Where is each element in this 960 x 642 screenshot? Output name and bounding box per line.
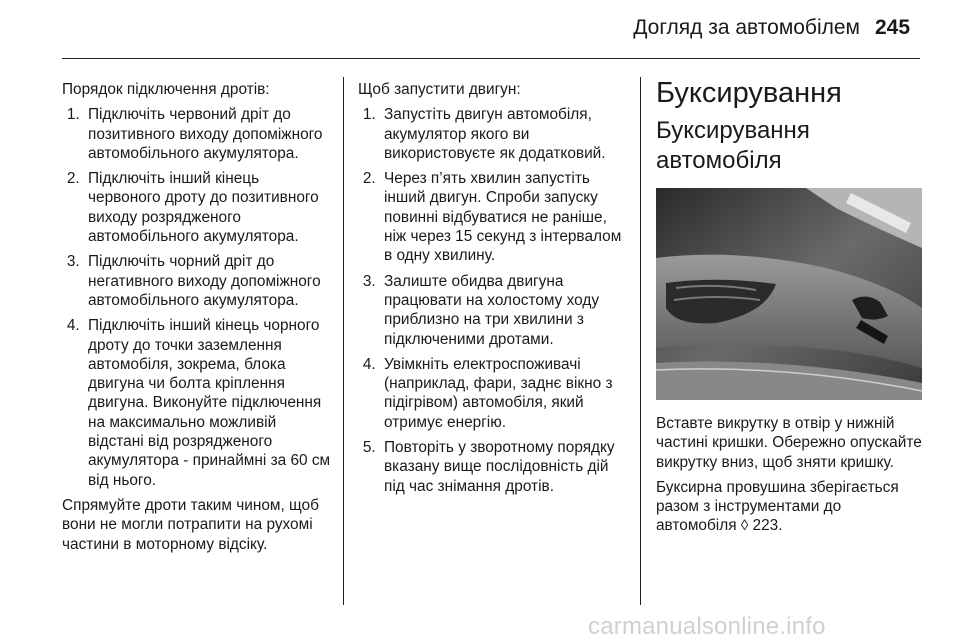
connection-step: 1. Підключіть червоний дріт до позитивного виходу допоміжного автомобільного акумулятора. <box>84 105 332 163</box>
column-3 <box>656 77 922 542</box>
start-intro: Щоб запустити двигун: <box>358 81 521 98</box>
connection-step: 2. Підключіть інший кінець червоного дроту до позитивного виходу розрядженого автомобільного акумулятора. <box>84 169 332 246</box>
car-bumper-illustration <box>656 188 922 400</box>
column-2 <box>358 80 630 502</box>
connection-steps <box>62 105 332 490</box>
start-step: 4. Увімкніть електроспоживачі (наприклад, фари, заднє вікно з підігрівом) автомобіля, який отримує енергію. <box>380 355 630 432</box>
column-divider-1 <box>343 77 344 605</box>
start-step: 1. Запустіть двигун автомобіля, акумулятор якого ви використовуєте як додатковий. <box>380 105 630 163</box>
arrow-reference-icon: ◊ <box>740 517 749 535</box>
column-divider-2 <box>640 77 641 605</box>
watermark: carmanualsonline.info <box>588 613 826 640</box>
connection-step: 4. Підключіть інший кінець чорного дроту до точки заземлення автомобіля, зокрема, блока двигуна чи болта кріплення двигуна. Виконуйте підключення на максимально можливій відстані від розрядженого акумулятора - принаймні за 60 см від нього. <box>84 316 332 490</box>
connection-intro: Порядок підключення дротів: <box>62 81 270 98</box>
header-rule <box>62 58 920 59</box>
page-number: 245 <box>875 16 911 39</box>
towing-eye-storage-text <box>656 478 922 536</box>
storage-text: Буксирна провушина зберігається разом з інструментами до автомобіля <box>656 478 899 535</box>
start-step: 5. Повторіть у зворотному порядку вказану вище послідовність дій під час знімання дротів. <box>380 438 630 496</box>
section-title: Буксирування <box>656 77 842 109</box>
cover-removal-text: Вставте викрутку в отвір у нижній частині кришки. Обережно опускайте викрутку вниз, щоб зняти кришку. <box>656 415 922 471</box>
start-step: 3. Залиште обидва двигуна працювати на холостому ходу приблизно на три хвилини з підключеними дротами. <box>380 272 630 349</box>
start-steps <box>358 105 630 496</box>
page-reference[interactable]: 223. <box>752 517 783 535</box>
connection-step: 3. Підключіть чорний дріт до негативного виходу допоміжного автомобільного акумулятора. <box>84 252 332 310</box>
start-step: 2. Через п’ять хвилин запустіть інший двигун. Спроби запуску повинні відбуватися не раніше, ніж через 15 секунд з інтервалом в одну хвилину. <box>380 169 630 265</box>
routing-note: Спрямуйте дроти таким чином, щоб вони не могли потрапити на рухомі частини в моторному відсіку. <box>62 496 319 553</box>
column-1 <box>62 80 332 560</box>
page-header-title: Догляд за автомобілем <box>633 16 860 39</box>
section-subtitle: Буксирування автомобіля <box>656 117 810 174</box>
towing-eye-photo <box>656 188 922 400</box>
